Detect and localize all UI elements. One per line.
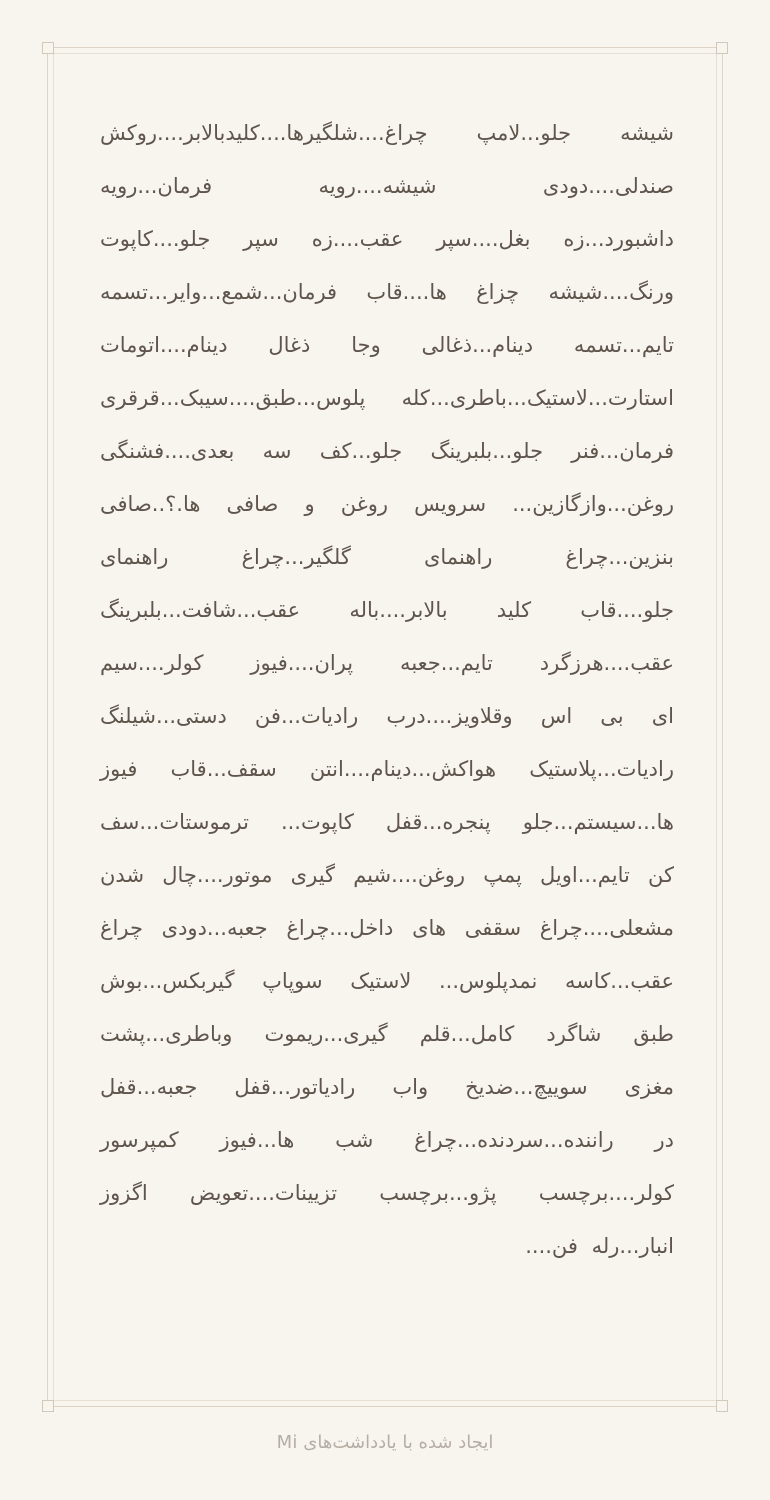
note-line: ورنگ....شیشه چزاغ ها....قاب فرمان...شمع...وایر...تسمه: [100, 280, 674, 304]
note-line: روغن...وازگازین... سرویس روغن و صافی ها.؟..صافی: [100, 492, 674, 516]
frame-corner-ornament: [716, 1400, 728, 1412]
note-line: ای بی اس وقلاویز....درب رادیات...فن دستی...شیلنگ: [100, 704, 674, 728]
frame-corner-ornament: [42, 1400, 54, 1412]
note-line: تایم...تسمه دینام...ذغالی وجا ذغال دینام....اتومات: [100, 333, 674, 357]
note-line: داشبورد...زه بغل....سپر عقب....زه سپر جلو....کاپوت: [100, 227, 674, 251]
note-line: عقب...کاسه نمدپلوس... لاستیک سوپاپ گیربکس...بوش: [100, 969, 674, 993]
note-line: صندلی....دودی شیشه....رویه فرمان...رویه: [100, 174, 674, 198]
created-with-footer: ایجاد شده با یادداشت‌های Mi: [276, 1432, 494, 1453]
note-line: استارت...لاستیک...باطری...کله پلوس...طبق....سیبک...قرقری: [100, 386, 674, 410]
note-line: عقب....هرزگرد تایم...جعبه پران....فیوز کولر....سیم: [100, 651, 674, 675]
note-line: ها...سیستم...جلو پنجره...قفل کاپوت... ترموستات...سف: [100, 810, 674, 834]
note-line: انبار...رله فن....: [525, 1234, 674, 1258]
note-line: شیشه جلو...لامپ چراغ....شلگیرها....کلیدبالابر....روکش: [100, 121, 674, 145]
note-line: جلو....قاب کلید بالابر....باله عقب...شافت...بلبرینگ: [100, 598, 674, 622]
note-line: کن تایم...اویل پمپ روغن....شیم گیری موتور....چال شدن: [100, 863, 674, 887]
frame-corner-ornament: [716, 42, 728, 54]
frame-corner-ornament: [42, 42, 54, 54]
note-line: مشعلی....چراغ سقفی های داخل...چراغ جعبه...دودی چراغ: [100, 916, 674, 940]
note-line: کولر....برچسب پژو...برچسب تزیینات....تعویض اگزوز: [100, 1181, 674, 1205]
note-line: رادیات...پلاستیک هواکش...دینام....انتن سقف...قاب فیوز: [100, 757, 674, 781]
note-line: مغزی سوییچ...ضدیخ واب رادیاتور...قفل جعبه...قفل: [100, 1075, 674, 1099]
note-line: طبق شاگرد کامل...قلم گیری...ریموت وباطری...پشت: [100, 1022, 674, 1046]
note-body: [100, 107, 674, 1273]
note-line: بنزین...چراغ راهنمای گلگیر...چراغ راهنمای: [100, 545, 674, 569]
note-line: فرمان...فنر جلو...بلبرینگ جلو...کف سه بعدی....فشنگی: [100, 439, 674, 463]
note-line: در راننده...سردنده...چراغ شب ها...فیوز کمپرسور: [100, 1128, 674, 1152]
